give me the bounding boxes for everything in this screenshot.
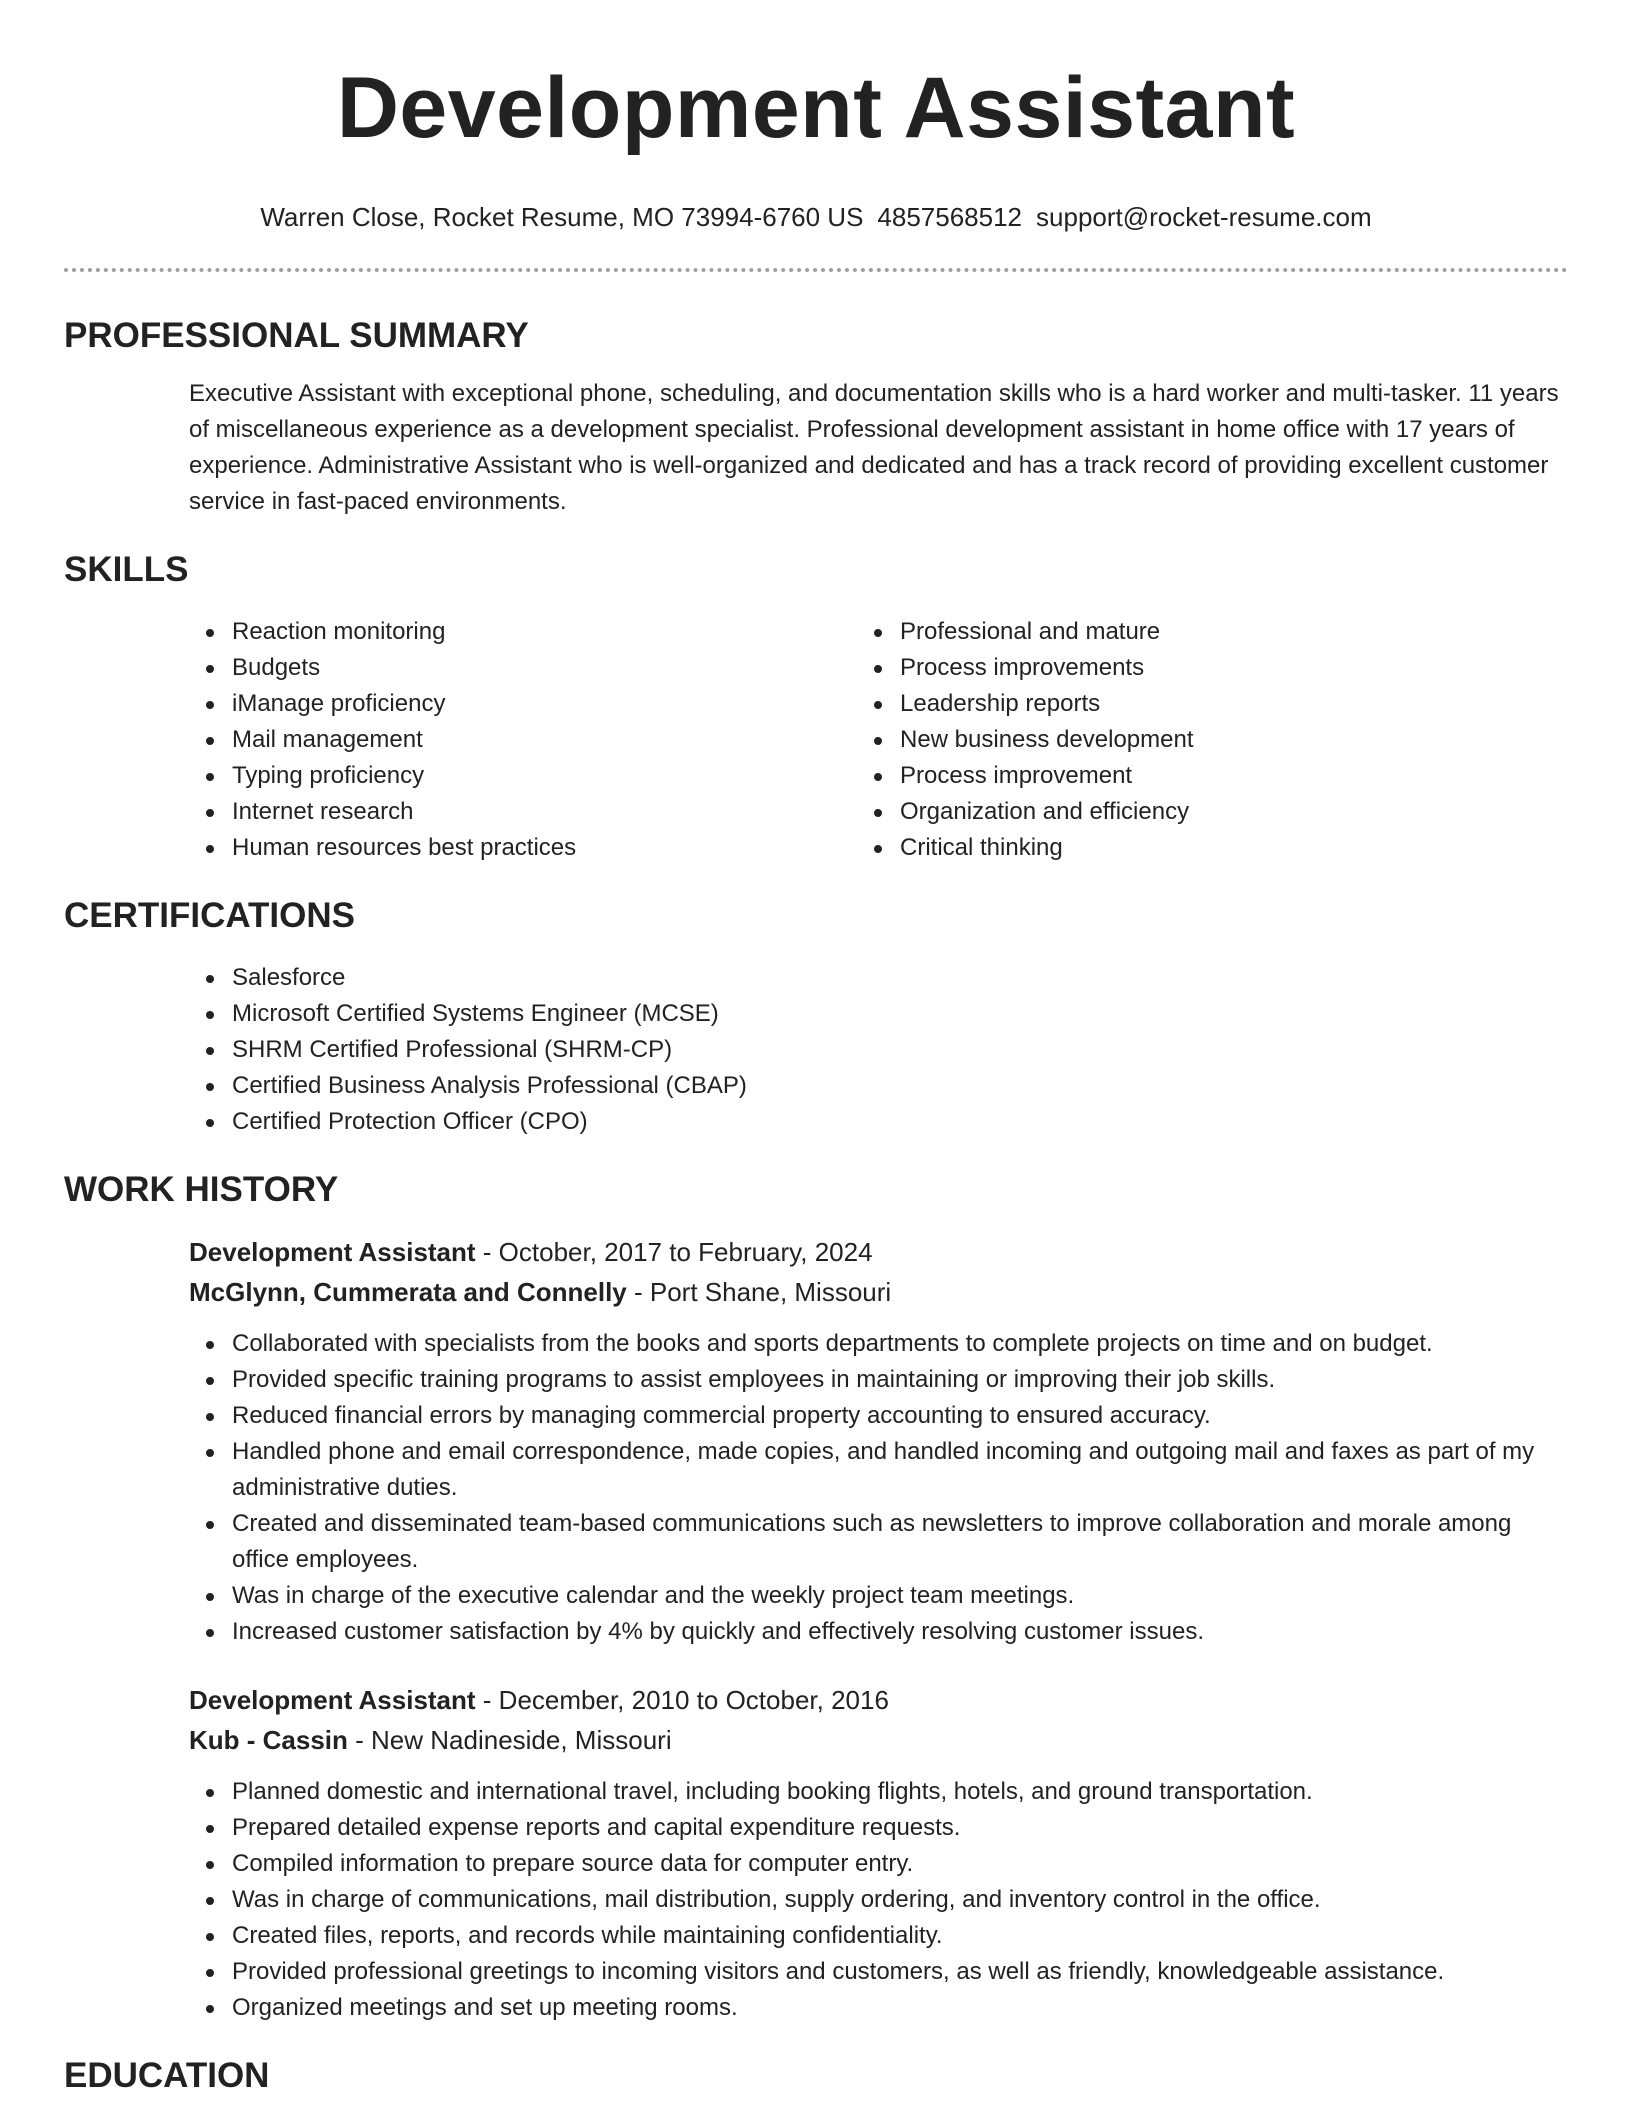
job-dates: - October, 2017 to February, 2024 <box>475 1237 873 1267</box>
work-history-heading: WORK HISTORY <box>64 1170 339 1209</box>
contact-phone: 4857568512 <box>877 202 1023 232</box>
skills-list-left <box>64 614 900 866</box>
certification-item: Microsoft Certified Systems Engineer (MCSE) <box>232 996 1568 1032</box>
duty-item: Handled phone and email correspondence, made copies, and handled incoming and outgoing mail and faxes as part of my administrative duties. <box>232 1434 1568 1506</box>
duty-item: Prepared detailed expense reports and capital expenditure requests. <box>232 1810 1568 1846</box>
job-title: Development Assistant <box>189 1237 476 1267</box>
duty-item: Compiled information to prepare source data for computer entry. <box>232 1846 1568 1882</box>
job-title: Development Assistant <box>189 1685 476 1715</box>
duty-item: Increased customer satisfaction by 4% by quickly and effectively resolving customer issues. <box>232 1614 1568 1650</box>
certifications-heading: CERTIFICATIONS <box>64 896 356 935</box>
contact-email: support@rocket-resume.com <box>1036 202 1372 232</box>
skills-list-right <box>900 614 1568 866</box>
skill-item: New business development <box>900 722 1568 758</box>
skill-item: Critical thinking <box>900 830 1568 866</box>
job-company-line <box>64 1720 1568 1760</box>
skill-item: iManage proficiency <box>232 686 900 722</box>
duty-item: Planned domestic and international travel, including booking flights, hotels, and ground transportation. <box>232 1774 1568 1810</box>
education-heading: EDUCATION <box>64 2056 270 2095</box>
contact-line <box>64 200 1568 234</box>
skills-heading: SKILLS <box>64 550 189 589</box>
skill-item: Mail management <box>232 722 900 758</box>
duty-item: Was in charge of the executive calendar and the weekly project team meetings. <box>232 1578 1568 1614</box>
duty-item: Collaborated with specialists from the books and sports departments to complete projects on time and on budget. <box>232 1326 1568 1362</box>
duty-item: Reduced financial errors by managing commercial property accounting to ensured accuracy. <box>232 1398 1568 1434</box>
skill-item: Budgets <box>232 650 900 686</box>
resume-title: Development Assistant <box>336 60 1296 156</box>
header-divider <box>64 268 1568 272</box>
skill-item: Professional and mature <box>900 614 1568 650</box>
skill-item: Process improvement <box>900 758 1568 794</box>
duty-item: Was in charge of communications, mail distribution, supply ordering, and inventory control in the office. <box>232 1882 1568 1918</box>
certification-item: SHRM Certified Professional (SHRM-CP) <box>232 1032 1568 1068</box>
job-company-line <box>64 1272 1568 1312</box>
job-company: Kub - Cassin <box>189 1725 348 1755</box>
job-location: - New Nadineside, Missouri <box>347 1725 672 1755</box>
duty-item: Organized meetings and set up meeting rooms. <box>232 1990 1568 2026</box>
contact-address: Warren Close, Rocket Resume, MO 73994-6760 US <box>260 202 864 232</box>
job-dates: - December, 2010 to October, 2016 <box>475 1685 889 1715</box>
skills-grid <box>64 614 1568 866</box>
certification-item: Salesforce <box>232 960 1568 996</box>
job-title-line <box>64 1232 1568 1272</box>
certification-item: Certified Business Analysis Professional (CBAP) <box>232 1068 1568 1104</box>
job-entry <box>64 1680 1568 2026</box>
job-company: McGlynn, Cummerata and Connelly <box>189 1277 627 1307</box>
certifications-list <box>64 960 1568 1140</box>
certification-item: Certified Protection Officer (CPO) <box>232 1104 1568 1140</box>
skill-item: Reaction monitoring <box>232 614 900 650</box>
skill-item: Typing proficiency <box>232 758 900 794</box>
duty-item: Provided specific training programs to assist employees in maintaining or improving their job skills. <box>232 1362 1568 1398</box>
summary-text: Executive Assistant with exceptional phone, scheduling, and documentation skills who is a hard worker and multi-tasker. 11 years of miscellaneous experience as a development specialist. Professional development assistant in home office with 17 years of experience. Administrative Assistant who is well-organized and dedicated and has a track record of providing excellent customer service in fast-paced environments. <box>189 380 1559 515</box>
skill-item: Leadership reports <box>900 686 1568 722</box>
skill-item: Organization and efficiency <box>900 794 1568 830</box>
duty-item: Created files, reports, and records while maintaining confidentiality. <box>232 1918 1568 1954</box>
summary-heading: PROFESSIONAL SUMMARY <box>64 316 529 355</box>
duty-item: Provided professional greetings to incoming visitors and customers, as well as friendly, knowledgeable assistance. <box>232 1954 1568 1990</box>
job-location: - Port Shane, Missouri <box>626 1277 892 1307</box>
duty-item: Created and disseminated team-based communications such as newsletters to improve collaboration and morale among office employees. <box>232 1506 1568 1578</box>
skill-item: Human resources best practices <box>232 830 900 866</box>
job-duties-list <box>64 1326 1568 1650</box>
skill-item: Internet research <box>232 794 900 830</box>
job-entry <box>64 1232 1568 1650</box>
job-title-line <box>64 1680 1568 1720</box>
job-duties-list <box>64 1774 1568 2026</box>
skill-item: Process improvements <box>900 650 1568 686</box>
